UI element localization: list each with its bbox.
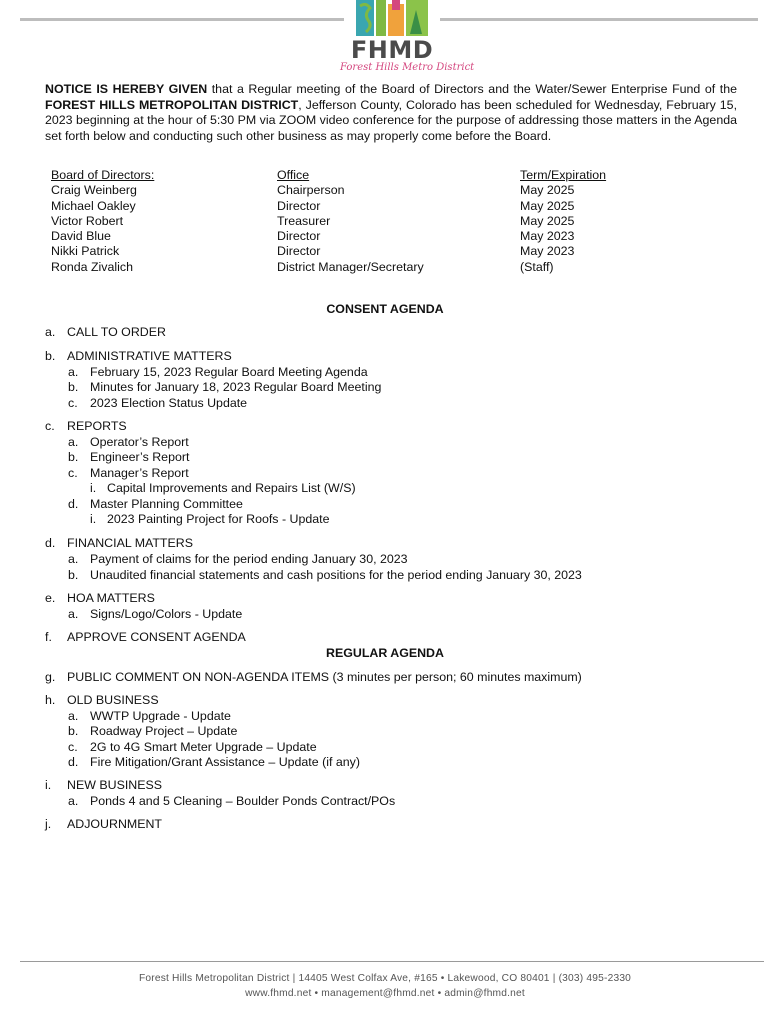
board-term: May 2025 [520,198,575,213]
board-office: Director [277,198,321,213]
board-term: May 2023 [520,244,575,259]
board-term-column [520,168,606,275]
header-rule-right [440,18,758,21]
board-office: Chairperson [277,183,345,198]
regular-agenda-title: REGULAR AGENDA [326,646,444,660]
header-rule-left [20,18,344,21]
board-term: (Staff) [520,259,554,274]
board-header-term: Term/Expiration [520,168,607,182]
board-name: Craig Weinberg [51,183,137,198]
footer-rule [20,961,764,962]
board-office-column [277,168,424,275]
board-header-directors: Board of Directors: [51,168,155,182]
board-office: Director [277,244,321,259]
notice-text-1: that a Regular meeting of the Board of Directors and the Water/Sewer Enterprise Fund of the [207,82,737,96]
board-name: David Blue [51,229,111,244]
board-term: May 2025 [520,213,575,228]
board-office: District Manager/Secretary [277,259,424,274]
footer-address: Forest Hills Metropolitan District | 14405 West Colfax Ave, #165 • Lakewood, CO 80401 | (303) 495-2330 [138,973,632,984]
logo-art-icon [354,0,430,40]
board-office: Treasurer [277,213,331,228]
board-name: Nikki Patrick [51,244,120,259]
consent-agenda-title: CONSENT AGENDA [326,302,444,316]
meeting-notice [45,82,737,144]
logo-tagline: Forest Hills Metro District [340,62,475,73]
board-header-office: Office [277,168,310,182]
board-names-column [51,168,154,275]
footer-contacts: www.fhmd.net • management@fhmd.net • admin@fhmd.net [245,988,525,999]
district-logo [340,0,475,80]
notice-lead: NOTICE IS HEREBY GIVEN [45,82,208,96]
board-term: May 2025 [520,183,575,198]
notice-text-2: , Jefferson County, Colorado has been scheduled for Wednesday, February 15, 2023 beginning at the hour of 5:30 PM via ZOOM video conference for the purpose of addressing those matters in the Agenda set forth below and conducting such other business as may properly come before the Board. [45,97,738,143]
board-term: May 2023 [520,229,575,244]
board-name: Michael Oakley [51,198,136,213]
board-name: Ronda Zivalich [51,259,133,274]
notice-district: FOREST HILLS METROPOLITAN DISTRICT [45,97,299,112]
board-name: Victor Robert [51,213,124,228]
logo-wordmark: FHMD [350,36,434,64]
board-office: Director [277,229,321,244]
